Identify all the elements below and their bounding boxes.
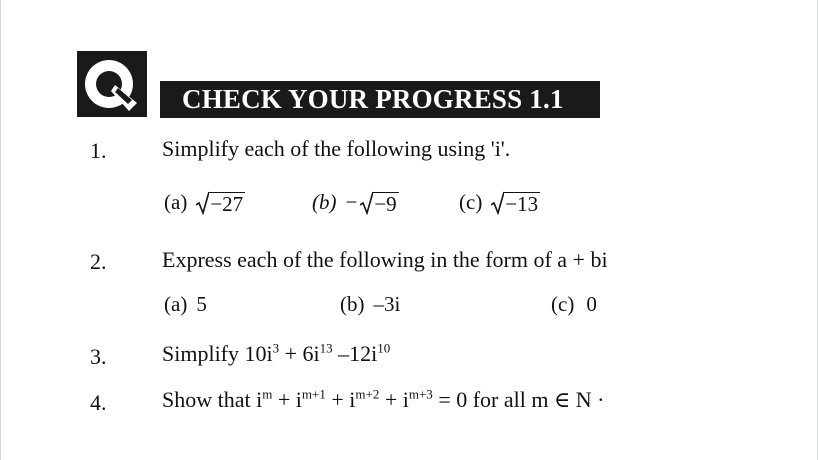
option-label: (a) xyxy=(164,292,188,316)
option-prefix: − xyxy=(345,190,358,214)
option-value: 5 xyxy=(196,292,207,316)
stem-text: + 6i xyxy=(279,341,320,366)
exponent: m xyxy=(262,386,273,402)
question-stem: Simplify each of the following using 'i'. xyxy=(162,136,511,161)
square-root xyxy=(196,191,245,215)
q-logo-icon xyxy=(77,51,147,117)
exponent: m+3 xyxy=(408,386,433,402)
option-label: (b) xyxy=(340,292,365,316)
option-b xyxy=(312,190,399,215)
option-label: (b) xyxy=(312,190,337,214)
question-number: 3. xyxy=(90,344,107,369)
exponent: 3 xyxy=(272,340,280,356)
stem-text: Show that i xyxy=(162,387,263,412)
question-stem xyxy=(162,387,604,413)
option-value: 0 xyxy=(586,292,597,316)
square-root xyxy=(360,191,398,215)
option-label: (a) xyxy=(164,190,188,214)
option-label: (c) xyxy=(459,190,483,214)
square-root xyxy=(491,191,540,215)
exponent: m+2 xyxy=(355,386,380,402)
question-number: 1. xyxy=(90,138,107,163)
option-a xyxy=(164,190,245,215)
question-number: 4. xyxy=(90,390,107,415)
option-label: (c) xyxy=(551,292,575,316)
radicand: −27 xyxy=(210,192,244,216)
exponent: 13 xyxy=(319,340,333,356)
option-c xyxy=(551,292,597,317)
stem-text: + i xyxy=(272,387,302,412)
section-title: CHECK YOUR PROGRESS 1.1 xyxy=(160,81,600,118)
stem-text: + i xyxy=(325,387,356,412)
stem-text: –12i xyxy=(332,341,378,366)
stem-text: + i xyxy=(379,387,409,412)
option-b xyxy=(340,292,400,317)
question-stem xyxy=(162,341,390,367)
radicand: −13 xyxy=(505,192,539,216)
radical-sign-icon xyxy=(360,191,373,215)
option-value: –3i xyxy=(373,292,401,316)
exponent: m+1 xyxy=(301,386,326,402)
radical-sign-icon xyxy=(196,191,209,215)
radical-sign-icon xyxy=(491,191,504,215)
stem-text: = 0 for all m ∈ N · xyxy=(432,387,605,412)
option-a xyxy=(164,292,207,317)
exponent: 10 xyxy=(377,340,391,356)
question-number: 2. xyxy=(90,249,107,274)
stem-text: Simplify 10i xyxy=(162,341,273,366)
radicand: −9 xyxy=(374,192,397,216)
question-stem: Express each of the following in the form of a + bi xyxy=(162,247,608,272)
option-c xyxy=(459,190,540,215)
